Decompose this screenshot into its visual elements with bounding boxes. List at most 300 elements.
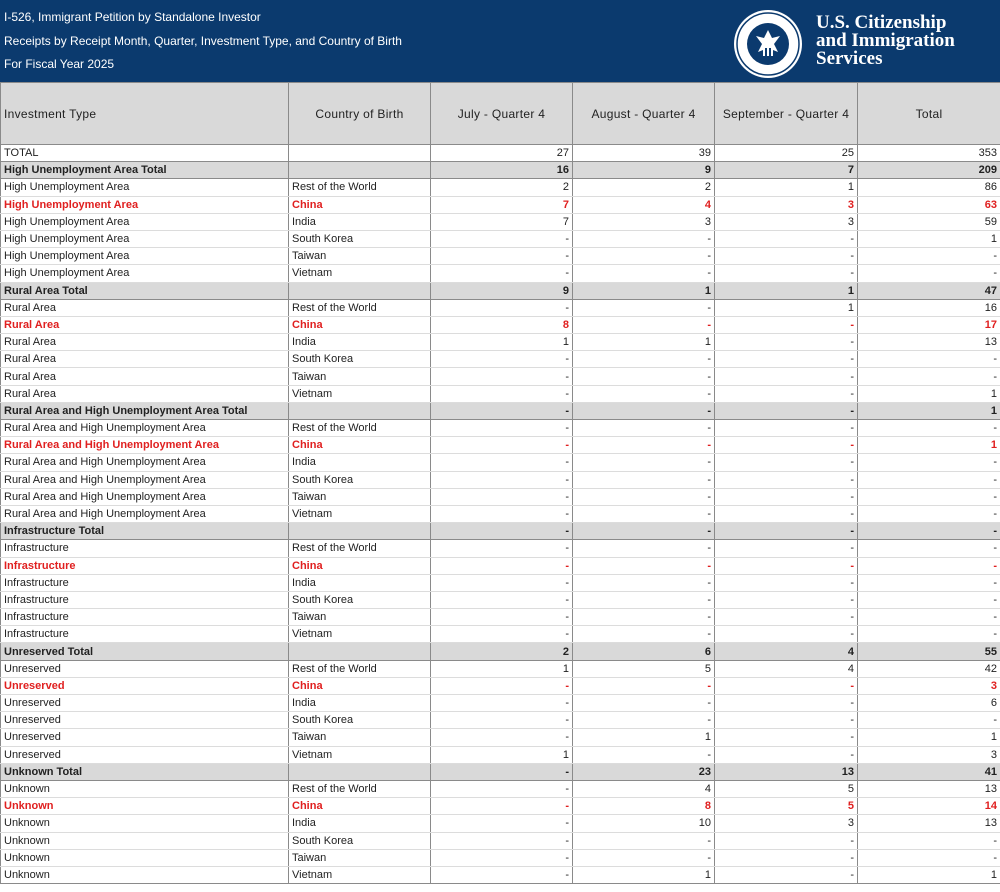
cell-september: 1	[715, 299, 858, 316]
table-row	[1, 626, 1000, 643]
cell-investment-type: Rural Area and High Unemployment Area	[1, 505, 289, 522]
cell-total: 14	[858, 798, 1000, 815]
table-row	[1, 230, 1000, 247]
cell-august: -	[573, 351, 715, 368]
cell-august: -	[573, 557, 715, 574]
cell-september: -	[715, 729, 858, 746]
table-row	[1, 832, 1000, 849]
table-row	[1, 746, 1000, 763]
cell-september: -	[715, 746, 858, 763]
cell-september: 4	[715, 660, 858, 677]
cell-country: Taiwan	[289, 849, 431, 866]
cell-july: -	[431, 368, 573, 385]
cell-total: -	[858, 574, 1000, 591]
cell-august: 8	[573, 798, 715, 815]
cell-investment-type: Rural Area	[1, 334, 289, 351]
table-row	[1, 437, 1000, 454]
cell-july: -	[431, 248, 573, 265]
cell-total: -	[858, 609, 1000, 626]
cell-country: Vietnam	[289, 505, 431, 522]
cell-august: -	[573, 746, 715, 763]
cell-september: 3	[715, 213, 858, 230]
cell-august: -	[573, 695, 715, 712]
cell-investment-type: Unreserved	[1, 712, 289, 729]
cell-september: 13	[715, 763, 858, 780]
cell-total: -	[858, 368, 1000, 385]
cell-country: Vietnam	[289, 866, 431, 883]
table-row	[1, 660, 1000, 677]
cell-august: -	[573, 299, 715, 316]
cell-august: 1	[573, 729, 715, 746]
cell-investment-type: Rural Area and High Unemployment Area	[1, 454, 289, 471]
cell-country: Rest of the World	[289, 299, 431, 316]
cell-august: -	[573, 832, 715, 849]
table-row	[1, 849, 1000, 866]
cell-september: -	[715, 832, 858, 849]
cell-total: -	[858, 626, 1000, 643]
cell-september: -	[715, 334, 858, 351]
table-row	[1, 368, 1000, 385]
cell-september: -	[715, 248, 858, 265]
cell-august: -	[573, 368, 715, 385]
cell-total: 59	[858, 213, 1000, 230]
cell-september: -	[715, 591, 858, 608]
cell-total: -	[858, 557, 1000, 574]
cell-country	[289, 402, 431, 419]
cell-august: -	[573, 248, 715, 265]
cell-august: -	[573, 402, 715, 419]
subtotal-row	[1, 402, 1000, 419]
cell-investment-type: Rural Area and High Unemployment Area	[1, 471, 289, 488]
cell-august: -	[573, 677, 715, 694]
cell-total: 55	[858, 643, 1000, 660]
cell-september: 3	[715, 196, 858, 213]
cell-country: South Korea	[289, 832, 431, 849]
grand-total-row	[1, 145, 1000, 162]
cell-july: 7	[431, 213, 573, 230]
cell-investment-type: Unreserved	[1, 695, 289, 712]
cell-september: -	[715, 471, 858, 488]
cell-july: -	[431, 299, 573, 316]
table-row	[1, 540, 1000, 557]
table-row	[1, 505, 1000, 522]
table-row	[1, 265, 1000, 282]
cell-august: 2	[573, 179, 715, 196]
table-row	[1, 196, 1000, 213]
subtotal-row	[1, 282, 1000, 299]
table-row	[1, 798, 1000, 815]
cell-investment-type: Rural Area and High Unemployment Area Total	[1, 402, 289, 419]
column-header-total: Total	[858, 83, 1000, 145]
cell-july: -	[431, 729, 573, 746]
cell-investment-type: Infrastructure	[1, 574, 289, 591]
cell-september: 3	[715, 815, 858, 832]
cell-july: 1	[431, 746, 573, 763]
cell-july: -	[431, 265, 573, 282]
cell-country: Taiwan	[289, 609, 431, 626]
cell-country	[289, 523, 431, 540]
cell-july: -	[431, 866, 573, 883]
cell-investment-type: Infrastructure	[1, 540, 289, 557]
cell-september: -	[715, 712, 858, 729]
cell-investment-type: Unknown	[1, 849, 289, 866]
cell-country: Taiwan	[289, 248, 431, 265]
cell-september: -	[715, 230, 858, 247]
cell-september: -	[715, 609, 858, 626]
cell-total: -	[858, 832, 1000, 849]
cell-investment-type: Infrastructure	[1, 609, 289, 626]
cell-investment-type: Infrastructure Total	[1, 523, 289, 540]
cell-september: -	[715, 574, 858, 591]
cell-investment-type: Rural Area Total	[1, 282, 289, 299]
cell-country: South Korea	[289, 712, 431, 729]
cell-september: 1	[715, 282, 858, 299]
table-row	[1, 179, 1000, 196]
cell-september: -	[715, 351, 858, 368]
cell-country: Rest of the World	[289, 660, 431, 677]
cell-investment-type: Unreserved	[1, 660, 289, 677]
column-header-august: August - Quarter 4	[573, 83, 715, 145]
cell-september: -	[715, 540, 858, 557]
cell-total: 209	[858, 162, 1000, 179]
cell-july: 27	[431, 145, 573, 162]
cell-total: -	[858, 248, 1000, 265]
cell-country: India	[289, 213, 431, 230]
table-row	[1, 780, 1000, 797]
cell-july: -	[431, 540, 573, 557]
cell-august: -	[573, 591, 715, 608]
cell-august: -	[573, 488, 715, 505]
cell-country: Taiwan	[289, 729, 431, 746]
cell-total: 6	[858, 695, 1000, 712]
subtotal-row	[1, 523, 1000, 540]
cell-july: -	[431, 609, 573, 626]
subtotal-row	[1, 162, 1000, 179]
table-row	[1, 334, 1000, 351]
cell-august: -	[573, 420, 715, 437]
cell-july: -	[431, 230, 573, 247]
cell-total: -	[858, 351, 1000, 368]
cell-august: 4	[573, 196, 715, 213]
cell-country: India	[289, 574, 431, 591]
cell-investment-type: Unreserved Total	[1, 643, 289, 660]
subtotal-row	[1, 763, 1000, 780]
table-row	[1, 609, 1000, 626]
table-row	[1, 454, 1000, 471]
cell-july: -	[431, 385, 573, 402]
cell-total: 353	[858, 145, 1000, 162]
cell-july: -	[431, 832, 573, 849]
cell-investment-type: Rural Area	[1, 316, 289, 333]
cell-investment-type: High Unemployment Area	[1, 230, 289, 247]
cell-july: -	[431, 557, 573, 574]
cell-august: 1	[573, 334, 715, 351]
cell-total: 1	[858, 402, 1000, 419]
cell-july: -	[431, 437, 573, 454]
table-row	[1, 695, 1000, 712]
cell-august: -	[573, 316, 715, 333]
agency-line-3: Services	[816, 48, 883, 69]
cell-august: -	[573, 505, 715, 522]
cell-total: -	[858, 505, 1000, 522]
cell-investment-type: Rural Area	[1, 385, 289, 402]
cell-total: 1	[858, 385, 1000, 402]
cell-august: -	[573, 523, 715, 540]
cell-investment-type: High Unemployment Area	[1, 248, 289, 265]
report-period: For Fiscal Year 2025	[4, 57, 115, 71]
table-row	[1, 471, 1000, 488]
table-row	[1, 385, 1000, 402]
cell-investment-type: High Unemployment Area	[1, 213, 289, 230]
cell-july: -	[431, 488, 573, 505]
cell-country: China	[289, 316, 431, 333]
cell-investment-type: Infrastructure	[1, 591, 289, 608]
cell-country: South Korea	[289, 591, 431, 608]
cell-september: -	[715, 402, 858, 419]
cell-august: 10	[573, 815, 715, 832]
cell-july: -	[431, 815, 573, 832]
cell-total: 16	[858, 299, 1000, 316]
cell-total: -	[858, 488, 1000, 505]
cell-july: 7	[431, 196, 573, 213]
cell-investment-type: Unknown	[1, 780, 289, 797]
cell-september: 25	[715, 145, 858, 162]
cell-country	[289, 643, 431, 660]
cell-investment-type: Unreserved	[1, 677, 289, 694]
cell-country: Vietnam	[289, 385, 431, 402]
report-subtitle: Receipts by Receipt Month, Quarter, Investment Type, and Country of Birth	[4, 34, 402, 48]
cell-july: -	[431, 591, 573, 608]
cell-august: 3	[573, 213, 715, 230]
cell-july: -	[431, 798, 573, 815]
table-row	[1, 420, 1000, 437]
cell-total: -	[858, 471, 1000, 488]
cell-total: 1	[858, 866, 1000, 883]
cell-august: 39	[573, 145, 715, 162]
cell-september: -	[715, 420, 858, 437]
subtotal-row	[1, 643, 1000, 660]
cell-total: 42	[858, 660, 1000, 677]
cell-august: -	[573, 540, 715, 557]
cell-september: -	[715, 505, 858, 522]
cell-august: 1	[573, 282, 715, 299]
cell-total: 13	[858, 815, 1000, 832]
cell-total: 41	[858, 763, 1000, 780]
cell-august: -	[573, 437, 715, 454]
cell-july: 2	[431, 179, 573, 196]
cell-investment-type: TOTAL	[1, 145, 289, 162]
cell-country	[289, 162, 431, 179]
cell-july: -	[431, 849, 573, 866]
cell-investment-type: High Unemployment Area Total	[1, 162, 289, 179]
cell-country: South Korea	[289, 230, 431, 247]
cell-august: -	[573, 626, 715, 643]
cell-august: 5	[573, 660, 715, 677]
cell-investment-type: Unknown	[1, 798, 289, 815]
cell-july: -	[431, 523, 573, 540]
cell-total: -	[858, 265, 1000, 282]
table-row	[1, 248, 1000, 265]
table-row	[1, 866, 1000, 883]
cell-country: Vietnam	[289, 626, 431, 643]
cell-august: 23	[573, 763, 715, 780]
cell-country: India	[289, 695, 431, 712]
uscis-wordmark	[816, 14, 955, 68]
cell-country: Rest of the World	[289, 420, 431, 437]
receipts-table	[0, 82, 1000, 884]
cell-country: China	[289, 437, 431, 454]
cell-july: 2	[431, 643, 573, 660]
cell-country: China	[289, 196, 431, 213]
table-row	[1, 488, 1000, 505]
cell-investment-type: Infrastructure	[1, 626, 289, 643]
cell-country: China	[289, 557, 431, 574]
cell-july: -	[431, 471, 573, 488]
cell-total: -	[858, 849, 1000, 866]
cell-country	[289, 763, 431, 780]
cell-july: 1	[431, 334, 573, 351]
cell-investment-type: Rural Area	[1, 368, 289, 385]
report-header-banner	[0, 0, 1000, 82]
cell-country: Rest of the World	[289, 780, 431, 797]
cell-september: -	[715, 523, 858, 540]
cell-september: -	[715, 677, 858, 694]
cell-july: -	[431, 420, 573, 437]
dhs-seal-icon	[732, 8, 804, 80]
column-header-september: September - Quarter 4	[715, 83, 858, 145]
cell-investment-type: Unreserved	[1, 729, 289, 746]
cell-investment-type: Infrastructure	[1, 557, 289, 574]
cell-september: -	[715, 626, 858, 643]
cell-total: -	[858, 523, 1000, 540]
cell-august: -	[573, 712, 715, 729]
cell-total: 1	[858, 437, 1000, 454]
cell-august: -	[573, 609, 715, 626]
cell-september: -	[715, 557, 858, 574]
cell-total: -	[858, 591, 1000, 608]
cell-total: -	[858, 712, 1000, 729]
cell-september: 5	[715, 798, 858, 815]
cell-country: India	[289, 334, 431, 351]
cell-september: -	[715, 385, 858, 402]
cell-country: Taiwan	[289, 488, 431, 505]
table-row	[1, 677, 1000, 694]
cell-total: -	[858, 454, 1000, 471]
cell-july: -	[431, 677, 573, 694]
cell-investment-type: High Unemployment Area	[1, 265, 289, 282]
cell-september: -	[715, 695, 858, 712]
column-header-investment-type: Investment Type	[1, 83, 289, 145]
cell-july: -	[431, 763, 573, 780]
cell-july: -	[431, 712, 573, 729]
cell-august: 4	[573, 780, 715, 797]
cell-august: -	[573, 385, 715, 402]
cell-july: 16	[431, 162, 573, 179]
cell-september: -	[715, 866, 858, 883]
cell-september: -	[715, 265, 858, 282]
cell-september: -	[715, 316, 858, 333]
cell-september: -	[715, 488, 858, 505]
cell-investment-type: High Unemployment Area	[1, 179, 289, 196]
table-header-row	[1, 83, 1000, 145]
cell-july: 1	[431, 660, 573, 677]
cell-total: 3	[858, 677, 1000, 694]
cell-august: 6	[573, 643, 715, 660]
cell-september: 1	[715, 179, 858, 196]
cell-july: 9	[431, 282, 573, 299]
cell-august: 9	[573, 162, 715, 179]
cell-total: -	[858, 420, 1000, 437]
table-row	[1, 712, 1000, 729]
cell-country: Vietnam	[289, 746, 431, 763]
cell-investment-type: Rural Area and High Unemployment Area	[1, 420, 289, 437]
cell-investment-type: Unknown	[1, 815, 289, 832]
cell-investment-type: Rural Area and High Unemployment Area	[1, 437, 289, 454]
cell-july: -	[431, 402, 573, 419]
cell-july: -	[431, 505, 573, 522]
cell-july: -	[431, 574, 573, 591]
cell-september: 5	[715, 780, 858, 797]
cell-total: 1	[858, 729, 1000, 746]
cell-august: -	[573, 574, 715, 591]
cell-country	[289, 282, 431, 299]
cell-investment-type: Unreserved	[1, 746, 289, 763]
cell-july: -	[431, 695, 573, 712]
cell-july: -	[431, 454, 573, 471]
cell-august: -	[573, 471, 715, 488]
table-row	[1, 574, 1000, 591]
cell-country: China	[289, 798, 431, 815]
cell-july: -	[431, 780, 573, 797]
cell-investment-type: Unknown	[1, 832, 289, 849]
cell-july: 8	[431, 316, 573, 333]
cell-country: Vietnam	[289, 265, 431, 282]
agency-line-1: U.S. Citizenship	[816, 12, 947, 33]
cell-country: Rest of the World	[289, 179, 431, 196]
cell-investment-type: Rural Area	[1, 351, 289, 368]
cell-total: 86	[858, 179, 1000, 196]
cell-july: -	[431, 626, 573, 643]
cell-country: India	[289, 454, 431, 471]
cell-country	[289, 145, 431, 162]
cell-country: South Korea	[289, 351, 431, 368]
cell-august: -	[573, 849, 715, 866]
table-body	[1, 145, 1000, 884]
cell-september: 7	[715, 162, 858, 179]
cell-total: 63	[858, 196, 1000, 213]
cell-august: 1	[573, 866, 715, 883]
cell-investment-type: High Unemployment Area	[1, 196, 289, 213]
cell-september: -	[715, 368, 858, 385]
cell-investment-type: Unknown Total	[1, 763, 289, 780]
cell-august: -	[573, 230, 715, 247]
cell-total: 3	[858, 746, 1000, 763]
cell-total: -	[858, 540, 1000, 557]
cell-investment-type: Unknown	[1, 866, 289, 883]
table-row	[1, 316, 1000, 333]
cell-total: 1	[858, 230, 1000, 247]
cell-september: -	[715, 437, 858, 454]
cell-total: 17	[858, 316, 1000, 333]
table-row	[1, 351, 1000, 368]
cell-investment-type: Rural Area and High Unemployment Area	[1, 488, 289, 505]
cell-country: South Korea	[289, 471, 431, 488]
cell-total: 47	[858, 282, 1000, 299]
cell-september: -	[715, 849, 858, 866]
table-row	[1, 213, 1000, 230]
cell-september: -	[715, 454, 858, 471]
agency-line-2: and Immigration	[816, 30, 955, 51]
